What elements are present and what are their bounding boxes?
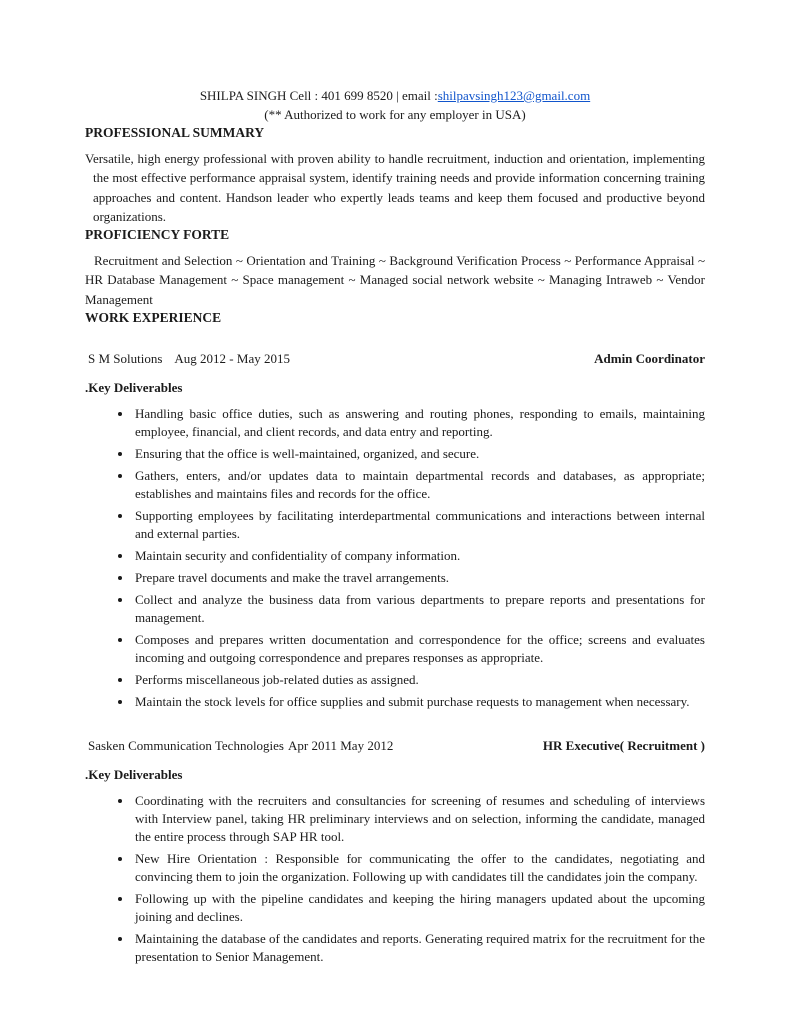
authorization-note: (** Authorized to work for any employer in USA) <box>264 107 526 122</box>
deliverable-item: • New Hire Orientation : Responsible for communicating the offer to the candidates, negotiating and convincing them to join the organization. Following up with candidates till the candidates join the company. <box>133 850 705 886</box>
deliverable-item: • Collect and analyze the business data from various departments to prepare reports and presentations for management. <box>133 591 705 627</box>
job-dates: Apr 2011 May 2012 <box>288 738 394 754</box>
deliverable-item: • Gathers, enters, and/or updates data to maintain departmental records and databases, as appropriate; establishes and maintains files and records for the office. <box>133 467 705 503</box>
contact-line <box>85 86 705 105</box>
deliverable-item: • Maintain security and confidentiality of company information. <box>133 547 705 565</box>
job-entry-sm-solutions <box>85 350 705 711</box>
deliverable-item: • Handling basic office duties, such as answering and routing phones, responding to emails, maintaining employee, financial, and client records, and data entry and reporting. <box>133 405 705 441</box>
deliverables-list <box>85 405 705 711</box>
job-dates: Aug 2012 - May 2015 <box>174 351 290 367</box>
company-name: S M Solutions <box>88 351 163 367</box>
deliverable-item: • Following up with the pipeline candidates and keeping the hiring managers updated about the upcoming joining and declines. <box>133 890 705 926</box>
proficiency-forte-text: Recruitment and Selection ~ Orientation and Training ~ Background Verification Process ~ Performance Appraisal ~ HR Database Management ~ Space management ~ Managed social network website ~ Managing Intraweb ~ Vendor Management <box>85 253 705 307</box>
job-title: HR Executive( Recruitment ) <box>542 738 705 754</box>
key-deliverables-heading: .Key Deliverables <box>85 380 183 396</box>
company-name: Sasken Communication Technologies <box>88 738 284 754</box>
job-header-row <box>85 737 705 755</box>
deliverable-item: • Maintaining the database of the candidates and reports. Generating required matrix for the recruitment for the presentation to Senior Management. <box>133 930 705 966</box>
company-and-dates <box>85 350 290 368</box>
deliverable-item: • Coordinating with the recruiters and consultancies for screening of resumes and scheduling of interviews with Interview panel, taking HR preliminary interviews and on selection, informing the candidate, managed the entire process through SAP HR tool. <box>133 792 705 846</box>
resume-header <box>85 86 705 124</box>
email-link[interactable]: shilpavsingh123@gmail.com <box>437 88 591 103</box>
job-title: Admin Coordinator <box>594 351 705 367</box>
deliverable-item: • Prepare travel documents and make the travel arrangements. <box>133 569 705 587</box>
job-header-row <box>85 350 705 368</box>
deliverable-item: • Ensuring that the office is well-maintained, organized, and secure. <box>133 445 705 463</box>
deliverables-list <box>85 792 705 966</box>
name-and-phone: SHILPA SINGH Cell : 401 699 8520 | email : <box>199 88 438 103</box>
section-title-proficiency-forte: PROFICIENCY FORTE <box>85 227 230 243</box>
company-and-dates <box>85 737 393 755</box>
key-deliverables-heading: .Key Deliverables <box>85 767 183 783</box>
section-title-professional-summary: PROFESSIONAL SUMMARY <box>85 125 265 140</box>
deliverable-item: • Supporting employees by facilitating interdepartmental communications and interactions between internal and external parties. <box>133 507 705 543</box>
deliverable-item: • Maintain the stock levels for office supplies and submit purchase requests to management when necessary. <box>133 693 705 711</box>
section-title-work-experience: WORK EXPERIENCE <box>85 310 222 326</box>
deliverable-item: • Composes and prepares written documentation and correspondence for the office; screens and evaluates incoming and outgoing correspondence and prepares responses as appropriate. <box>133 631 705 667</box>
deliverable-item: • Performs miscellaneous job-related duties as assigned. <box>133 671 705 689</box>
job-entry-sasken <box>85 737 705 966</box>
professional-summary-text: Versatile, high energy professional with proven ability to handle recruitment, induction and orientation, implementing the most effective performance appraisal system, identify training needs and provide information concerning training approaches and content. Handson leader who expertly leads teams and keep them focused and productive beyond organizations. <box>85 151 705 224</box>
